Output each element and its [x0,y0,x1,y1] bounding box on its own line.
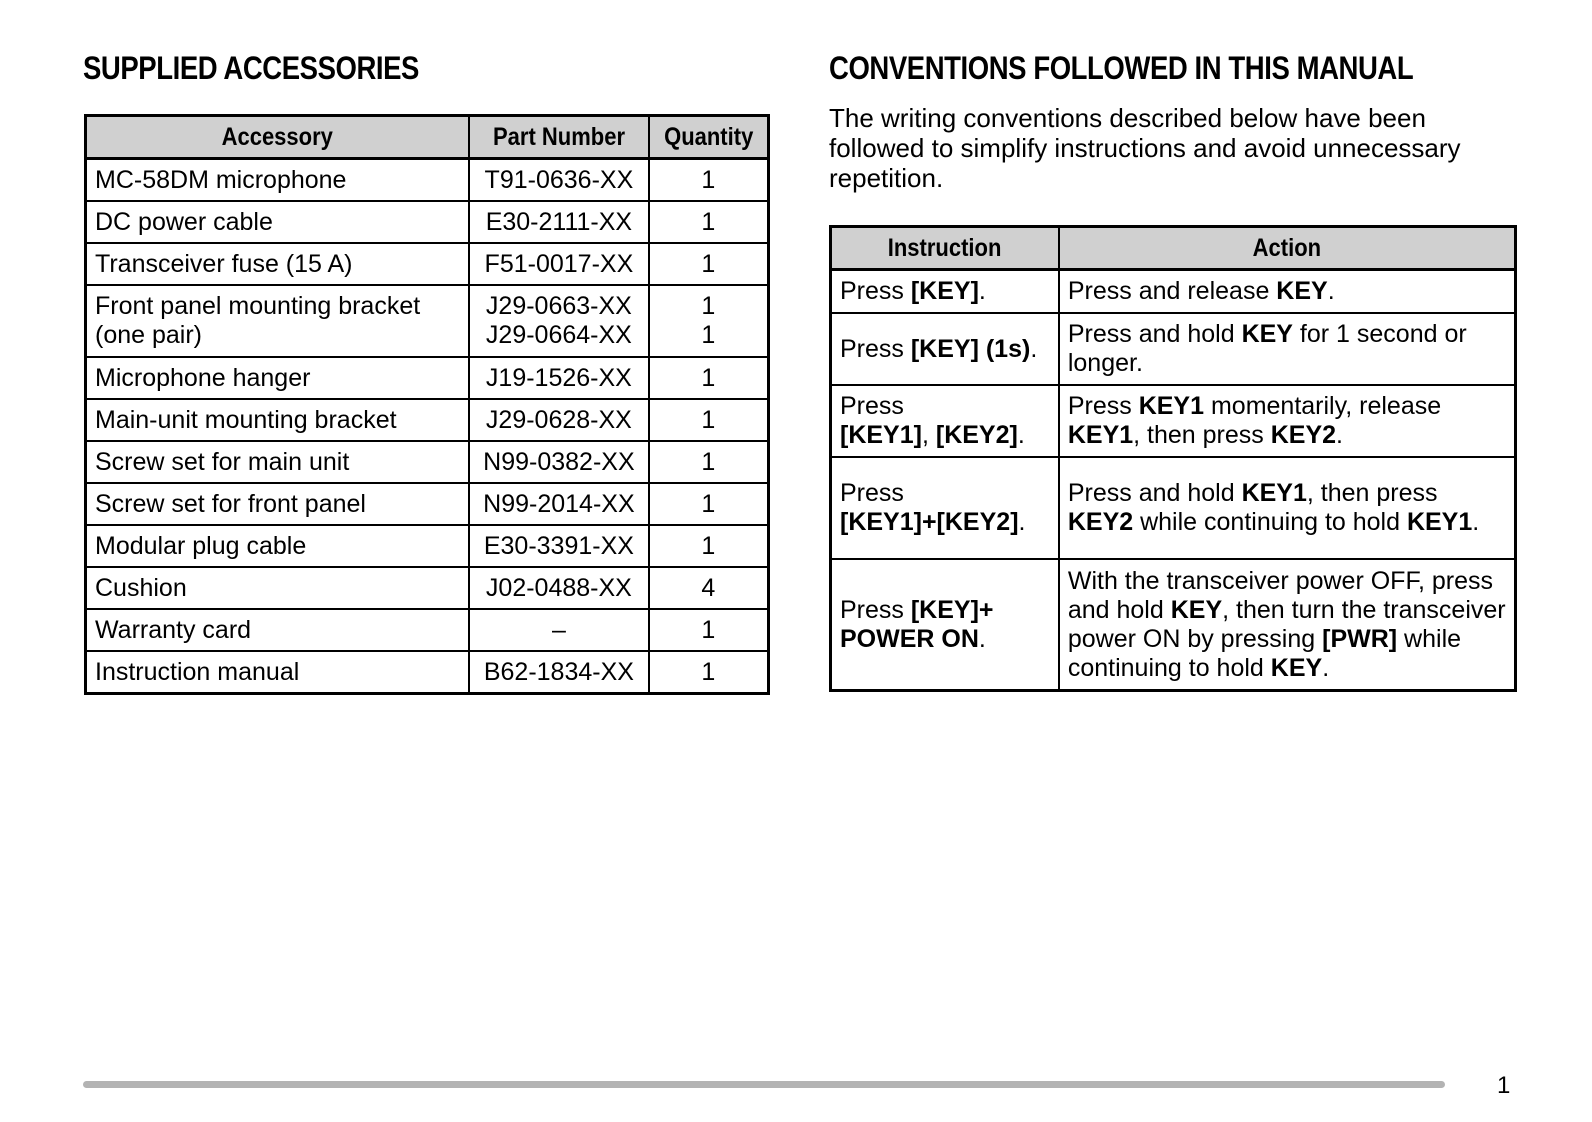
quantity-cell: 1 [649,399,769,441]
accessories-header-row [86,116,769,159]
quantity-cell: 1 [649,525,769,567]
quantity-cell: 1 [649,243,769,285]
accessory-line: (one pair) [95,321,202,349]
table-row [86,483,769,525]
part-number-cell: J19-1526-XX [469,357,648,399]
quantity-line: 1 [701,321,716,349]
table-row [831,559,1516,691]
footer-rule [83,1081,1445,1088]
part-number-cell: – [469,609,648,651]
col-header-action: Action [1059,227,1516,270]
accessories-table [84,114,770,695]
action-cell: Press KEY1 momentarily, release KEY1, then press KEY2. [1059,385,1516,457]
part-number-cell: J02-0488-XX [469,567,648,609]
accessory-line: Front panel mounting bracket [95,292,421,320]
instruction-cell: Press [KEY] (1s). [831,313,1059,385]
conventions-header-row [831,227,1516,270]
accessory-cell: DC power cable [86,201,470,243]
col-header-instruction: Instruction [831,227,1059,270]
part-number-cell: E30-2111-XX [469,201,648,243]
accessory-cell: Screw set for front panel [86,483,470,525]
instruction-cell: Press [KEY1]+[KEY2]. [831,457,1059,559]
table-row [831,385,1516,457]
table-row [86,357,769,399]
quantity-cell: 1 [649,483,769,525]
part-number-cell: E30-3391-XX [469,525,648,567]
table-row [86,441,769,483]
instruction-cell: Press [KEY]. [831,270,1059,314]
conventions-intro: The writing conventions described below have been followed to simplify instructions and avoid unnecessary repetition. [829,103,1461,193]
quantity-cell: 1 [649,201,769,243]
action-cell: Press and release KEY. [1059,270,1516,314]
part-number-cell: N99-0382-XX [469,441,648,483]
table-row [86,609,769,651]
part-number-cell: J29-0628-XX [469,399,648,441]
table-row [86,567,769,609]
part-number-cell [469,285,648,357]
part-number-cell: B62-1834-XX [469,651,648,694]
quantity-cell [649,285,769,357]
quantity-cell: 1 [649,441,769,483]
quantity-cell: 4 [649,567,769,609]
quantity-line: 1 [701,292,716,320]
table-row [86,651,769,694]
table-row [86,399,769,441]
part-number-cell: F51-0017-XX [469,243,648,285]
quantity-cell: 1 [649,609,769,651]
col-header-quantity: Quantity [649,116,769,159]
part-number-cell: N99-2014-XX [469,483,648,525]
table-row [831,313,1516,385]
conventions-heading: CONVENTIONS FOLLOWED IN THIS MANUAL [829,50,1414,86]
instruction-cell: Press [KEY]+ POWER ON. [831,559,1059,691]
table-row [86,243,769,285]
col-header-part-number: Part Number [469,116,648,159]
accessory-cell: Instruction manual [86,651,470,694]
accessory-cell: Cushion [86,567,470,609]
table-row [86,525,769,567]
quantity-cell: 1 [649,651,769,694]
instruction-cell: Press [KEY1], [KEY2]. [831,385,1059,457]
table-row [831,457,1516,559]
table-row [831,270,1516,314]
table-row [86,285,769,357]
table-row [86,201,769,243]
supplied-accessories-heading: SUPPLIED ACCESSORIES [83,50,419,86]
accessory-cell: Microphone hanger [86,357,470,399]
col-header-accessory: Accessory [86,116,470,159]
accessory-cell: Transceiver fuse (15 A) [86,243,470,285]
table-row [86,159,769,202]
action-cell: Press and hold KEY for 1 second or longer. [1059,313,1516,385]
accessory-cell: Modular plug cable [86,525,470,567]
conventions-table [829,225,1517,692]
part-number-line: J29-0663-XX [485,292,632,320]
accessory-cell: MC-58DM microphone [86,159,470,202]
action-cell: Press and hold KEY1, then press KEY2 while continuing to hold KEY1. [1059,457,1516,559]
quantity-cell: 1 [649,159,769,202]
accessory-cell [86,285,470,357]
accessory-cell: Screw set for main unit [86,441,470,483]
quantity-cell: 1 [649,357,769,399]
part-number-cell: T91-0636-XX [469,159,648,202]
part-number-line: J29-0664-XX [485,321,632,349]
action-cell: With the transceiver power OFF, press and hold KEY, then turn the transceiver power ON by pressing [PWR] while continuing to hold KEY. [1059,559,1516,691]
accessory-cell: Warranty card [86,609,470,651]
accessory-cell: Main-unit mounting bracket [86,399,470,441]
page-number: 1 [1497,1072,1511,1099]
